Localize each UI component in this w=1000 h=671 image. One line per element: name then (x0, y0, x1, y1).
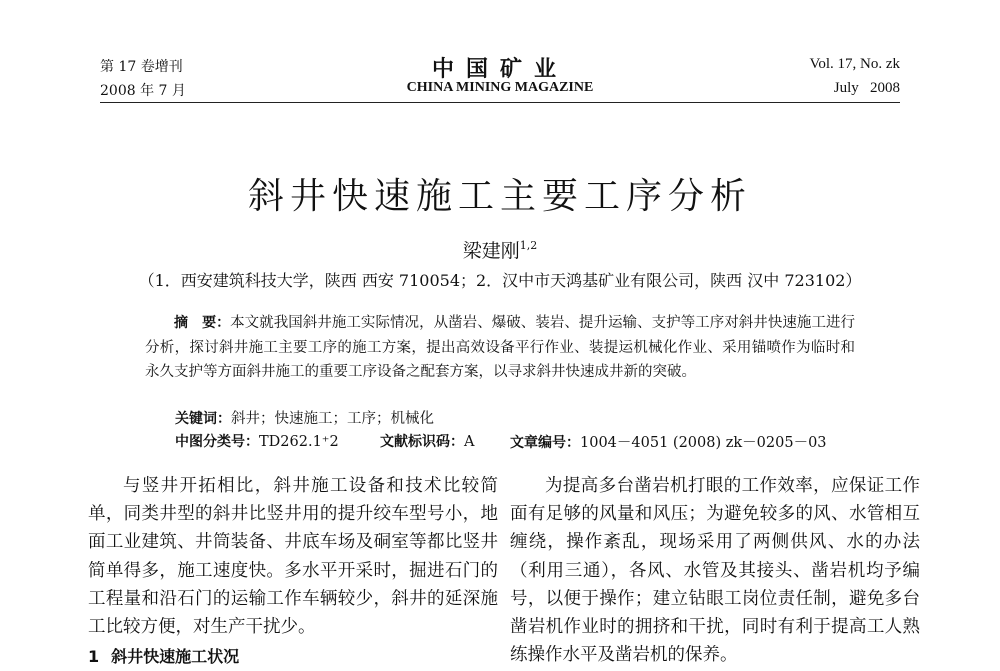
document-code-value: A (464, 434, 475, 450)
journal-date-en: July 2008 (833, 80, 900, 96)
journal-volume-cn: 第 17 卷增刊 (100, 59, 183, 75)
author-name: 梁建刚 (462, 240, 520, 262)
clc-value: TD262.1⁺2 (259, 434, 339, 450)
section-title: 斜井快速施工状况 (111, 647, 240, 667)
article-number (510, 431, 827, 452)
keywords (175, 407, 434, 428)
article-number-label: 文章编号： (510, 435, 580, 451)
document-code (380, 431, 474, 451)
clc-number (175, 431, 339, 451)
abstract-text: 本文就我国斜井施工实际情况，从凿岩、爆破、装岩、提升运输、支护等工序对斜井快速施工进行分析，探讨斜井施工主要工序的施工方案，提出高效设备平行作业、装提运机械化作业、采用锚喷作为临时和永久支护等方面斜井施工的重要工序设备之配套方案，以寻求斜井快速成井新的突破。 (145, 315, 856, 380)
journal-name-cn: 中国矿业 (431, 56, 568, 82)
affiliation: （1．西安建筑科技大学，陕西 西安 710054；2．汉中市天鸿基矿业有限公司，陕西 汉中 723102） (138, 271, 862, 290)
author-affiliation-marks: 1,2 (519, 239, 538, 252)
article-title: 斜井快速施工主要工序分析 (247, 176, 752, 217)
journal-name-en: CHINA MINING MAGAZINE (406, 80, 594, 95)
keywords-label: 关键词： (175, 411, 231, 427)
intro-paragraph: 与竖井开拓相比，斜井施工设备和技术比较简单，同类井型的斜井比竖井用的提升绞车型号小，地面工业建筑、井筒装备、井底车场及硐室等都比竖井简单得多，施工速度快。多水平开采时，掘进石门的工程量和沿石门的运输工作车辆较少，斜井的延深施工比较方便，对生产干扰少。 (88, 476, 498, 638)
drilling-paragraph: 为提高多台凿岩机打眼的工作效率，应保证工作面有足够的风量和风压；为避免较多的风、水管相互缠绕，操作紊乱，现场采用了两侧供风、水的办法（利用三通），各风、水管及其接头、凿岩机均予编号，以便于操作；建立钻眼工岗位责任制，避免多台凿岩机作业时的拥挤和干扰，同时有利于提高工人熟练操作水平及凿岩机的保养。 (510, 476, 920, 666)
journal-volume-en: Vol. 17, No. zk (809, 56, 900, 72)
abstract (145, 311, 855, 385)
keywords-text: 斜井；快速施工；工序；机械化 (231, 411, 434, 427)
body-right-column (510, 472, 920, 669)
abstract-label: 摘 要： (174, 315, 231, 331)
header-rule (100, 102, 900, 103)
section-number: 1 (88, 647, 100, 667)
author-line (0, 236, 1000, 263)
article-number-value: 1004－4051 (2008) zk－0205－03 (580, 435, 827, 451)
section-heading (88, 643, 498, 671)
document-code-label: 文献标识码： (380, 434, 464, 450)
clc-label: 中图分类号： (175, 434, 259, 450)
journal-date-cn: 2008 年 7 月 (100, 83, 186, 99)
body-left-column (88, 472, 498, 671)
